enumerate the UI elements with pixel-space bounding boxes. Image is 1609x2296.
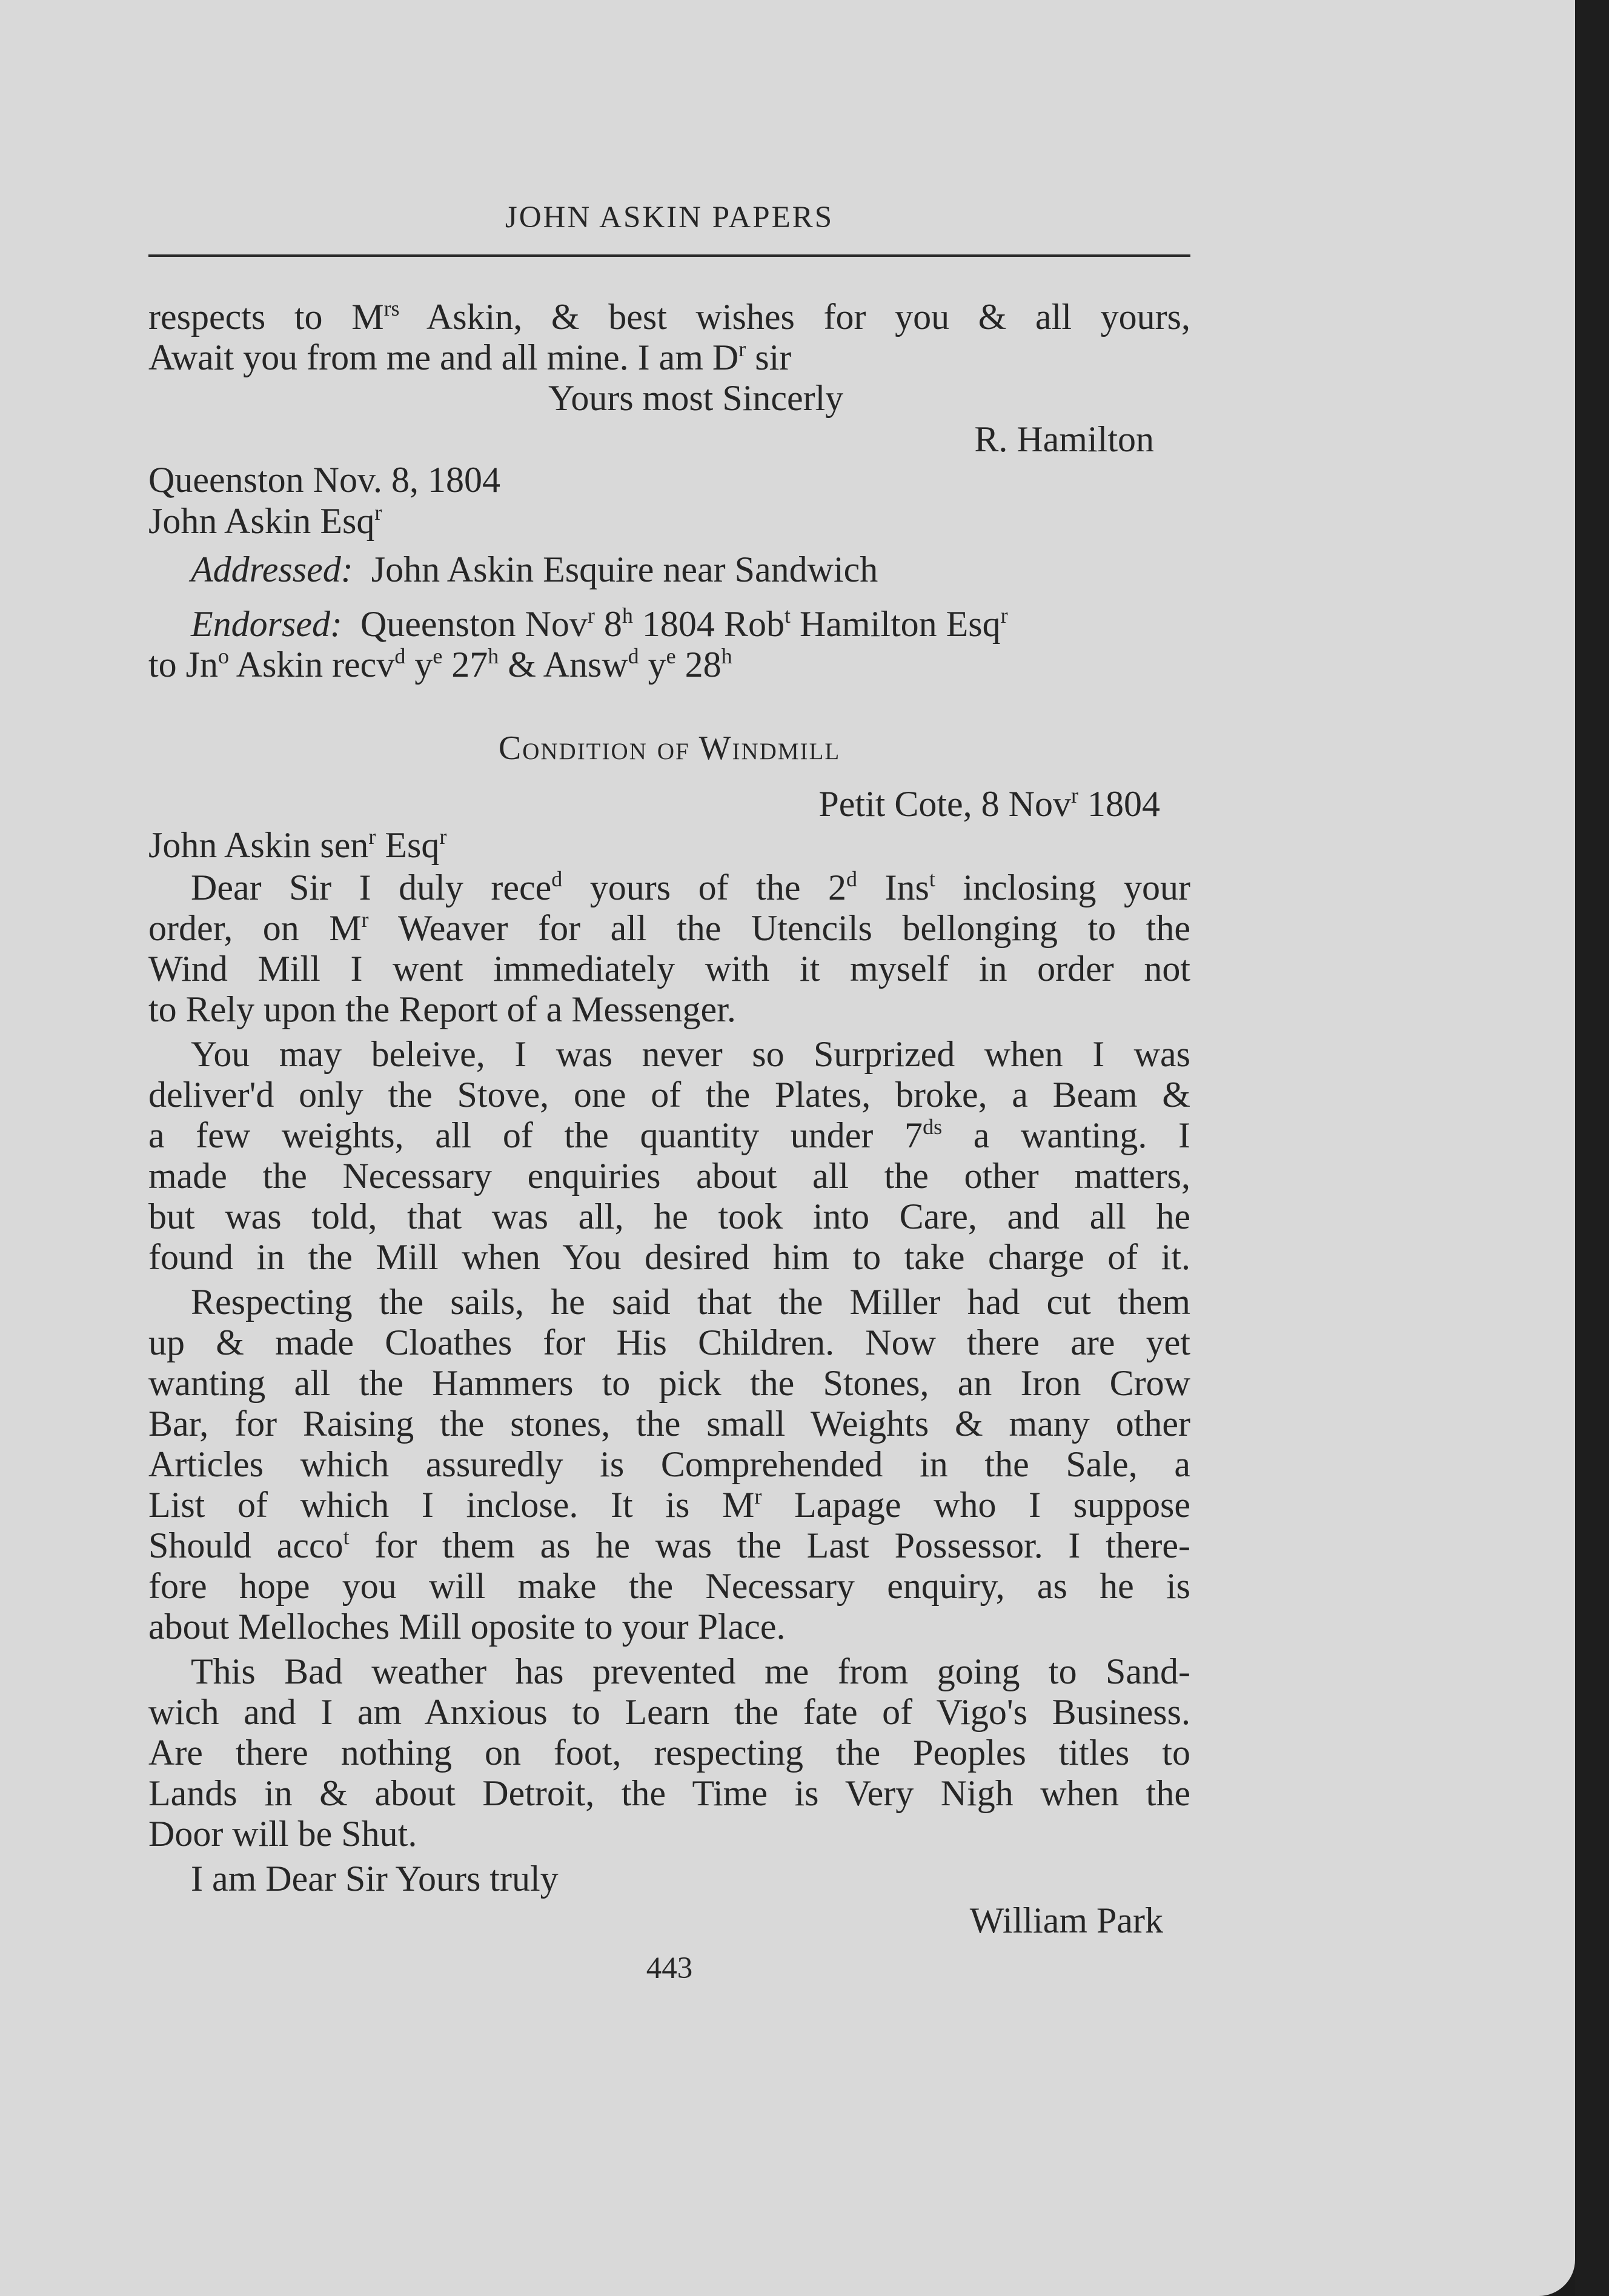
text-line: fore hope you will make the Necessary enquiry, as he is	[148, 1566, 1190, 1606]
addressed-note: Addressed: John Askin Esquire near Sandwich	[191, 549, 878, 589]
closing: Yours most Sincerly	[548, 378, 844, 418]
text-line: but was told, that was all, he took into Care, and all he	[148, 1196, 1190, 1236]
signature: R. Hamilton	[974, 419, 1154, 459]
running-header: JOHN ASKIN PAPERS	[505, 201, 834, 234]
text-line: Await you from me and all mine. I am $D^r$ sir	[148, 337, 792, 377]
recipient: John Askin Esq$^r$	[148, 500, 382, 541]
text-line: made the Necessary enquiries about all the other matters,	[148, 1156, 1190, 1196]
text-line: Respecting the sails, he said that the Miller had cut them	[191, 1282, 1190, 1322]
text-line: respects to $M^{rs}$ Askin, & best wishes for you & all yours,	[148, 296, 1191, 337]
text-line: wich and I am Anxious to Learn the fate of Vigo's Business.	[148, 1692, 1190, 1732]
text-line: deliver'd only the Stove, one of the Plates, broke, a Beam &	[148, 1075, 1190, 1115]
page-number: 443	[646, 1951, 693, 1985]
recipient: John Askin sen$^r$ Esq$^r$	[148, 825, 447, 865]
text-line: Wind Mill I went immediately with it myself in order not	[148, 949, 1190, 989]
endorsed-note: Endorsed: Queenston Nov$^r$ 8$^h$ 1804 Rob$^t$ Hamilton Esq$^r$	[191, 603, 1008, 644]
text-line: Lands in & about Detroit, the Time is Very Nigh when the	[148, 1773, 1190, 1813]
text-line: a few weights, all of the quantity under $7^{ds}$ a wanting. I	[148, 1115, 1190, 1155]
text-line: wanting all the Hammers to pick the Stones, an Iron Crow	[148, 1363, 1190, 1403]
place-date: Queenston Nov. 8, 1804	[148, 460, 501, 500]
dateline: Petit Cote, 8 Nov$^r$ 1804	[818, 783, 1160, 824]
text-line: about Melloches Mill oposite to your Place.	[148, 1607, 786, 1647]
closing: I am Dear Sir Yours truly	[191, 1859, 559, 1899]
text-line: List of which I inclose. It is $M^r$ Lapage who I suppose	[148, 1484, 1191, 1525]
text-line: Should acco$^t$ for them as he was the Last Possessor. I there-	[148, 1525, 1190, 1565]
text-line: Bar, for Raising the stones, the small Weights & many other	[148, 1404, 1190, 1444]
header-rule	[148, 254, 1190, 257]
text-line: up & made Cloathes for His Children. Now there are yet	[148, 1322, 1190, 1362]
signature: William Park	[969, 1900, 1163, 1940]
text-line: Door will be Shut.	[148, 1814, 417, 1854]
text-line: This Bad weather has prevented me from going to Sand-	[191, 1651, 1190, 1691]
section-title: Condition of Windmill	[498, 729, 841, 767]
text-line: Are there nothing on foot, respecting the Peoples titles to	[148, 1733, 1190, 1773]
book-spine-edge	[1575, 0, 1609, 2296]
text-line: found in the Mill when You desired him to take charge of it.	[148, 1237, 1190, 1277]
text-line: You may beleive, I was never so Surprized when I was	[191, 1034, 1190, 1074]
endorsed-note-line2: to Jn$^o$ Askin recv$^d$ $y^e$ 27$^h$ & Answ$^d$ $y^e$ 28$^h$	[148, 644, 732, 685]
text-line: Articles which assuredly is Comprehended in the Sale, a	[148, 1444, 1190, 1484]
text-line: to Rely upon the Report of a Messenger.	[148, 989, 736, 1029]
text-line: Dear Sir I duly rece$^d$ yours of the 2$^d$ Ins$^t$ inclosing your	[191, 867, 1190, 907]
text-line: order, on $M^r$ Weaver for all the Utencils bellonging to the	[148, 907, 1190, 948]
